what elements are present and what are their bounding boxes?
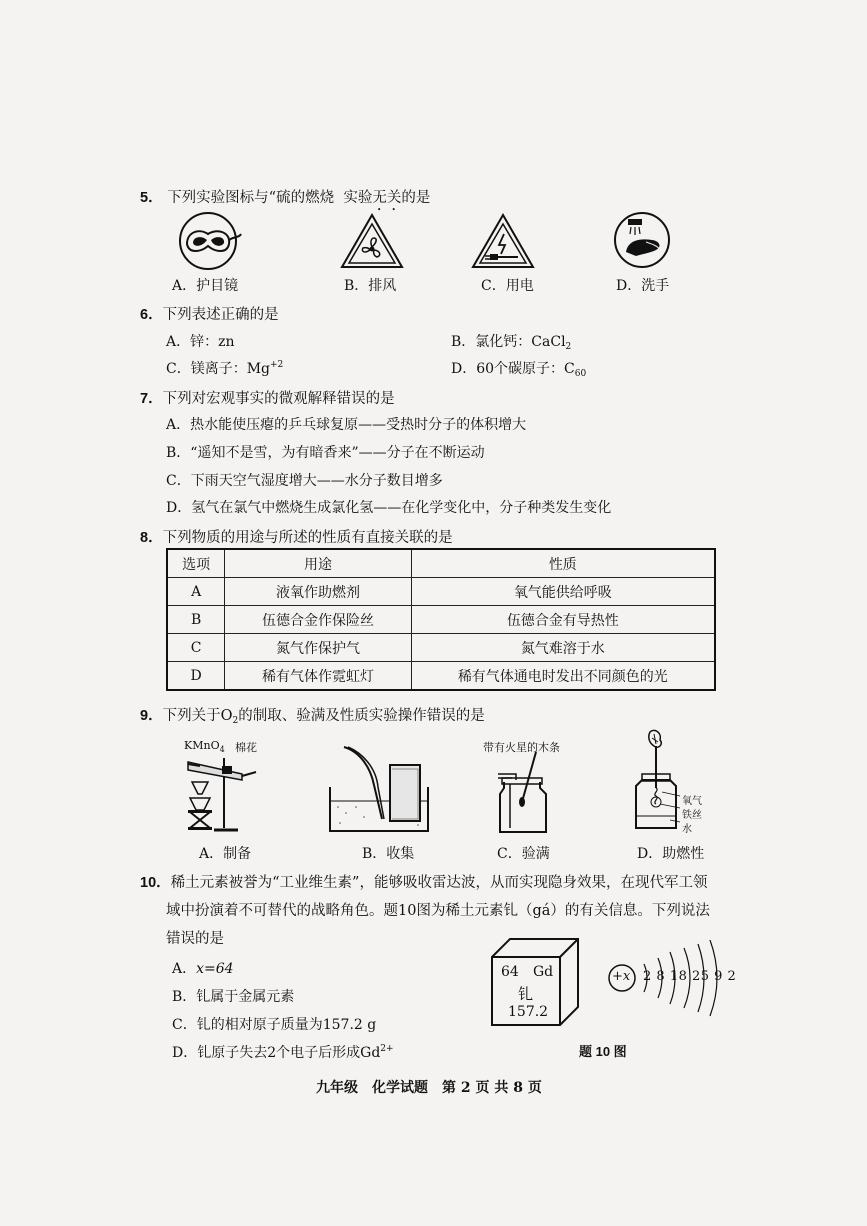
- q7-option-c[interactable]: C．下雨天空气湿度增大——水分子数目增多: [166, 473, 443, 489]
- q8-stem: 8．下列物质的用途与所述的性质有直接关联的是: [140, 530, 453, 546]
- iron-wire-label: 铁丝: [682, 810, 702, 821]
- q9-option-d[interactable]: D．助燃性: [637, 846, 705, 862]
- q6-option-c[interactable]: C．镁离子：$Mg^{+2}$: [166, 360, 284, 377]
- table-header-cell: 性质: [411, 549, 715, 578]
- q7-option-d[interactable]: D．氢气在氯气中燃烧生成氯化氢——在化学变化中，分子种类发生变化: [166, 500, 612, 516]
- table-cell: 伍德合金作保险丝: [225, 606, 411, 634]
- kmno4-label: KMnO$_4$: [184, 739, 225, 754]
- goggles-icon: [177, 210, 243, 272]
- q5-option-d[interactable]: D．洗手: [616, 278, 670, 294]
- oxygen-label: 氧气: [682, 796, 702, 807]
- q10-stem-line1: 10．稀土元素被誉为“工业维生素”，能够吸收雷达波，从而实现隐身效果，在现代军工领: [140, 875, 708, 891]
- q9-option-b[interactable]: B．收集: [362, 846, 415, 862]
- table-cell: 氧气能供给呼吸: [411, 578, 715, 606]
- q6-option-b[interactable]: B．氯化钙：CaCl$_2$: [451, 334, 572, 352]
- cotton-label: 棉花: [235, 741, 257, 754]
- table-row: [167, 662, 715, 691]
- table-cell: 稀有气体通电时发出不同颜色的光: [411, 662, 715, 691]
- q10-option-d[interactable]: D．钆原子失去2个电子后形成$Gd^{2+}$: [172, 1044, 394, 1061]
- q6-option-d[interactable]: D．60个碳原子：$C_{60}$: [451, 361, 587, 379]
- table-row: [167, 578, 715, 606]
- table-header-cell: 选项: [167, 549, 225, 578]
- electron-shells: 2 8 18 25 9 2: [643, 969, 737, 984]
- water-label: 水: [682, 824, 692, 835]
- table-cell: 伍德合金有导热性: [411, 606, 715, 634]
- table-row: [167, 606, 715, 634]
- table-cell: 稀有气体作霓虹灯: [225, 662, 411, 691]
- table-header-row: [167, 549, 715, 578]
- hand-wash-icon: [612, 210, 672, 270]
- q5-stem: 5． 下列实验图标与“硫的燃烧 实验无关的是: [140, 190, 431, 206]
- q8-table: [166, 548, 716, 691]
- page-footer: 九年级 化学试题 第 2 页 共 8 页: [316, 1080, 542, 1096]
- element-symbol: Gd: [533, 964, 554, 980]
- element-atomic-number: 64: [501, 964, 519, 980]
- table-cell: A: [167, 578, 225, 606]
- q7-option-b[interactable]: B．“遥知不是雪，为有暗香来”——分子在不断运动: [166, 445, 485, 461]
- table-cell: B: [167, 606, 225, 634]
- nucleus-charge: +x: [612, 969, 631, 984]
- q10-stem-line2: 域中扮演着不可替代的战略角色。题10图为稀土元素钆（gá）的有关信息。下列说法: [166, 903, 710, 919]
- element-mass: 157.2: [508, 1004, 549, 1020]
- q5-option-c[interactable]: C．用电: [481, 278, 534, 294]
- fan-icon: [339, 212, 405, 270]
- q5-option-b[interactable]: B．排风: [344, 278, 397, 294]
- q10-stem-line3: 错误的是: [166, 931, 224, 947]
- combustion-apparatus-diagram: [630, 728, 690, 834]
- splint-label: 带有火星的木条: [483, 741, 560, 754]
- q10-option-a[interactable]: A．x=64: [172, 961, 234, 977]
- table-cell: D: [167, 662, 225, 691]
- q6-stem: 6．下列表述正确的是: [140, 307, 279, 323]
- table-cell: C: [167, 634, 225, 662]
- q9-option-c[interactable]: C．验满: [497, 846, 550, 862]
- table-cell: 氮气作保护气: [225, 634, 411, 662]
- element-name: 钆: [518, 985, 534, 1003]
- q5-option-a[interactable]: A．护目镜: [172, 278, 239, 294]
- q9-option-a[interactable]: A．制备: [199, 846, 252, 862]
- table-header-cell: 用途: [225, 549, 411, 578]
- q10-option-c[interactable]: C．钆的相对原子质量为157.2 g: [172, 1017, 377, 1033]
- table-cell: 氮气难溶于水: [411, 634, 715, 662]
- q10-option-b[interactable]: B．钆属于金属元素: [172, 989, 295, 1005]
- figure-caption: 题 10 图: [579, 1044, 627, 1059]
- q9-stem: 9．下列关于$O_2$的制取、验满及性质实验操作错误的是: [140, 708, 485, 726]
- heating-apparatus-diagram: [180, 752, 260, 834]
- q6-option-a[interactable]: A．锌：zn: [166, 334, 235, 350]
- q7-stem: 7．下列对宏观事实的微观解释错误的是: [140, 391, 395, 407]
- q7-option-a[interactable]: A．热水能使压瘪的乒乓球复原——受热时分子的体积增大: [166, 417, 527, 433]
- collection-apparatus-diagram: [320, 745, 440, 835]
- electric-plug-icon: [470, 212, 536, 270]
- full-test-apparatus-diagram: [494, 752, 554, 836]
- table-row: [167, 634, 715, 662]
- table-cell: 液氧作助燃剂: [225, 578, 411, 606]
